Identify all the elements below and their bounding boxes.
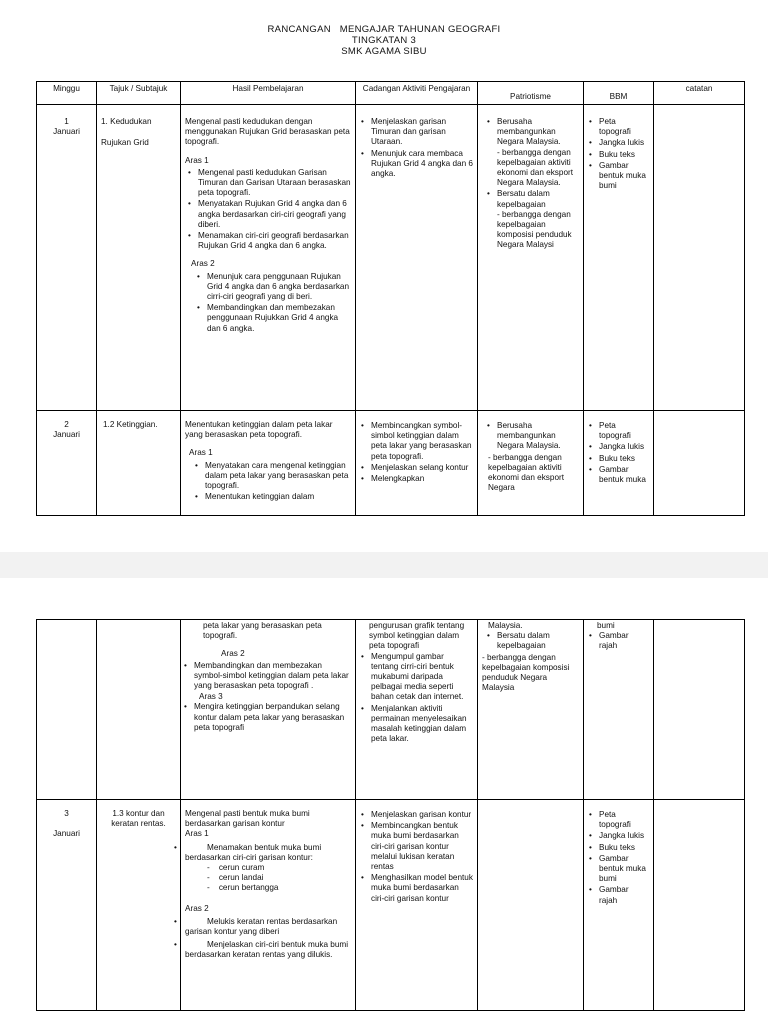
list-item: • Gambar bentuk muka bumi [597, 854, 649, 885]
aras-3-label: Aras 3 [199, 692, 223, 702]
list-item: • Menjalankan aktiviti permainan menyelesaikan masalah ketinggian dalam peta lakar. [369, 704, 473, 745]
list-item: • Membincangkan symbol-simbol ketinggian dalam peta lakar yang berasaskan peta topografi. [369, 421, 473, 462]
list-item: • Jangka lukis [597, 442, 649, 452]
topic-subtitle: Rujukan Grid [101, 138, 149, 148]
catatan-cell [654, 105, 745, 411]
table-row-week-2-continued [37, 620, 745, 800]
list-item: • Gambar bentuk muka [597, 465, 649, 485]
dash-item: - cerun bertangga [207, 883, 279, 893]
col-catatan: catatan [654, 82, 745, 105]
week-number: 1 [64, 117, 69, 126]
header-title: RANCANGAN MENGAJAR TAHUNAN GEOGRAFI [267, 24, 501, 35]
hasil-continued: peta lakar yang berasaskan peta topografi. [203, 621, 322, 641]
patriot-item: Berusaha membangunkan Negara Malaysia. [497, 117, 561, 147]
col-bbm: BBM [584, 82, 654, 105]
list-item: • Peta topografi [597, 117, 649, 137]
catatan-cell [654, 620, 745, 800]
list-item: • Menunjuk cara penggunaan Rujukan Grid 4 angka dan 6 angka berdasarkan cirri-ciri geografi yang di beri. [205, 272, 351, 303]
patriotisme-cell [478, 800, 584, 1011]
list-item: • Menyatakan Rujukan Grid 4 angka dan 6 angka berdasarkan ciri-ciri geografi yang diberi. [196, 199, 351, 230]
topic-cell [97, 800, 181, 1011]
aras-1-label: Aras 1 [189, 448, 213, 458]
list-item: • Menjelaskan garisan kontur [369, 810, 473, 820]
document-page-2 [0, 578, 768, 1024]
table-header-row [37, 82, 745, 105]
col-tajuk: Tajuk / Subtajuk [97, 82, 181, 105]
list-item: • Menjelaskan garisan Timuran dan garisan Utaraan. [369, 117, 473, 148]
list-item: • Menunjuk cara membaca Rujukan Grid 4 angka dan 6 angka. [369, 149, 473, 180]
aras-1-label: Aras 1 [185, 155, 209, 165]
bbm-continued: bumi [597, 621, 615, 630]
list-item: • Membandingkan dan membezakan symbol-simbol ketinggian dalam peta lakar yang berasaskan peta topografi . [192, 661, 351, 692]
document-header [0, 24, 768, 57]
table-row-week-1 [37, 105, 745, 411]
cadangan-cell [356, 620, 478, 800]
cadangan-cell [356, 411, 478, 516]
bbm-cell [584, 105, 654, 411]
bbm-cell [584, 411, 654, 516]
topic-cell [97, 411, 181, 516]
patriot-subitem: - berbangga dengan kepelbagaian komposisi penduduk Negara Malaysia [482, 652, 570, 693]
aras-2-label: Aras 2 [221, 649, 245, 659]
list-item: • Buku teks [597, 454, 649, 464]
aras-item: Menjelaskan ciri-ciri bentuk muka bumi berdasarkan keratan rentas yang dilukis. [185, 940, 349, 960]
patriot-subitem: - berbangga dengan kepelbagaian aktiviti ekonomi dan eksport Negara Malaysia. [497, 147, 574, 188]
list-item: • Mengenal pasti kedudukan Garisan Timuran dan Garisan Utaraan berasaskan peta topografi. [196, 168, 351, 199]
bullet-icon: • [174, 916, 177, 926]
list-item: • Jangka lukis [597, 138, 649, 148]
col-minggu: Minggu [37, 82, 97, 105]
patriotisme-cell [478, 105, 584, 411]
list-item: • Mengumpul gambar tentang cirri-ciri bentuk mukabumi daripada pelbagai media seperti bahan cetak dan internet. [369, 652, 473, 703]
topic-title: 1. Kedudukan [101, 117, 152, 126]
cadangan-cell [356, 105, 478, 411]
list-item: • Menghasilkan model bentuk muka bumi berdasarkan ciri-ciri garisan kontur [369, 873, 473, 904]
header-form: TINGKATAN 3 [351, 35, 417, 46]
hasil-intro: Mengenal pasti bentuk muka bumi berdasarkan garisan kontur [185, 809, 310, 829]
bbm-cell [584, 800, 654, 1011]
week-cell [37, 620, 97, 800]
bullet-icon: • [174, 842, 177, 852]
week-month: Januari [53, 127, 80, 137]
week-cell [37, 105, 97, 411]
topic-title: 1.3 kontur dan keratan rentas. [111, 809, 166, 829]
list-item: • Peta topografi [597, 421, 649, 441]
table-row-week-2 [37, 411, 745, 516]
dash-item: - cerun landai [207, 873, 264, 883]
patriot-item: Bersatu dalam kepelbagaian [497, 189, 550, 209]
col-hasil: Hasil Pembelajaran [181, 82, 356, 105]
topic-cell [97, 105, 181, 411]
week-cell [37, 800, 97, 1011]
week-month: Januari [53, 430, 80, 440]
col-patriotisme: Patriotisme [478, 82, 584, 105]
week-number: 3 [64, 809, 69, 818]
list-item [174, 842, 351, 863]
list-item [174, 940, 351, 960]
rpt-table-page-1 [36, 81, 745, 516]
aras-2-label: Aras 2 [191, 259, 215, 269]
list-item: • Membandingkan dan membezakan penggunaan Rujukkan Grid 4 angka dan 6 angka. [205, 303, 351, 334]
topic-cell [97, 620, 181, 800]
list-item [495, 117, 579, 188]
list-item: • Membincangkan bentuk muka bumi berdasarkan ciri-ciri garisan kontur melalui lukisan keratan rentas [369, 821, 473, 872]
list-item [495, 189, 579, 250]
hasil-intro: Mengenal pasti kedudukan dengan menggunakan Rujukan Grid berasaskan peta topografi. [185, 117, 350, 147]
list-item: • Buku teks [597, 150, 649, 160]
list-item: • Gambar rajah [597, 631, 649, 651]
list-item: • Gambar rajah [597, 885, 649, 905]
patriot-continued: Malaysia. [488, 621, 523, 630]
table-row-week-3 [37, 800, 745, 1011]
week-cell [37, 411, 97, 516]
catatan-cell [654, 411, 745, 516]
bullet-icon: • [174, 940, 177, 950]
hasil-cell [181, 411, 356, 516]
dash-item: - cerun curam [207, 863, 265, 873]
aras-item: Melukis keratan rentas berdasarkan garisan kontur yang diberi [185, 916, 338, 937]
col-cadangan: Cadangan Aktiviti Pengajaran [356, 82, 478, 105]
rpt-table-page-2 [36, 619, 745, 1011]
hasil-cell [181, 620, 356, 800]
week-number: 2 [64, 420, 69, 429]
aras-item: Menamakan bentuk muka bumi berdasarkan ciri-ciri garisan kontur: [185, 842, 322, 862]
list-item: • Gambar bentuk muka bumi [597, 161, 649, 192]
patriotisme-cell [478, 620, 584, 800]
list-item: • Mengira ketinggian berpandukan selang kontur dalam peta lakar yang berasaskan peta topografi [192, 702, 351, 733]
list-item: • Peta topografi [597, 810, 649, 830]
list-item [174, 916, 351, 937]
list-item: • Buku teks [597, 843, 649, 853]
list-item: • Jangka lukis [597, 831, 649, 841]
week-month: Januari [53, 829, 80, 839]
cadangan-continued: pengurusan grafik tentang symbol ketinggian dalam peta topografi [369, 621, 465, 651]
list-item: • Menjelaskan selang kontur [369, 463, 473, 473]
cadangan-cell [356, 800, 478, 1011]
topic-title: 1.2 Ketinggian. [103, 420, 158, 429]
dash-list [185, 863, 351, 894]
list-item: • Melengkapkan [369, 474, 473, 484]
list-item: • Menamakan ciri-ciri geografi berdasarkan Rujukan Grid 4 angka dan 6 angka. [196, 231, 351, 251]
aras-1-label: Aras 1 [185, 829, 209, 839]
patriotisme-cell [478, 411, 584, 516]
bbm-cell [584, 620, 654, 800]
patriot-subitem: - berbangga dengan kepelbagaian aktiviti ekonomi dan eksport Negara [488, 452, 565, 493]
hasil-intro: Menentukan ketinggian dalam peta lakar yang berasaskan peta topografi. [185, 420, 333, 440]
hasil-cell [174, 800, 356, 1011]
list-item: • Bersatu dalam kepelbagaian [495, 631, 579, 651]
patriot-subitem: - berbangga dengan kepelbagaian komposisi penduduk Negara Malaysi [497, 209, 572, 250]
list-item: • Menentukan ketinggian dalam [203, 492, 351, 502]
list-item: • Berusaha membangunkan Negara Malaysia. [495, 421, 579, 452]
aras-2-label: Aras 2 [185, 903, 209, 913]
catatan-cell [654, 800, 745, 1011]
hasil-cell [181, 105, 356, 411]
header-school: SMK AGAMA SIBU [341, 46, 427, 57]
list-item: • Menyatakan cara mengenal ketinggian dalam peta lakar yang berasaskan peta topografi. [203, 461, 351, 492]
